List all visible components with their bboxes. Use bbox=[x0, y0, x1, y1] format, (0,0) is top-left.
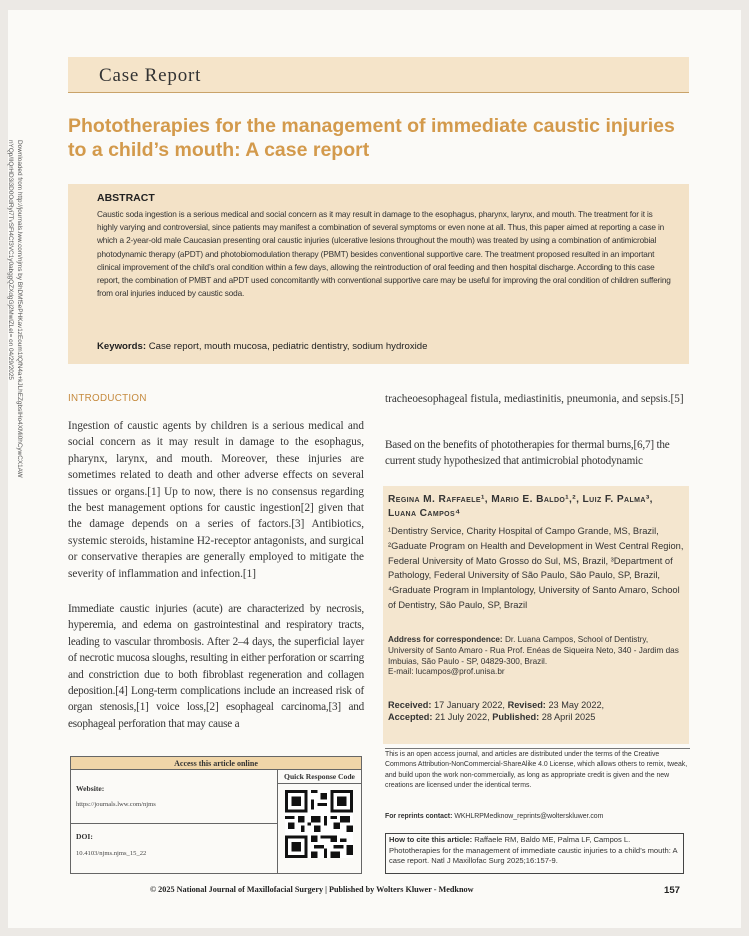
revised-date: 23 May 2022, bbox=[548, 700, 605, 710]
received-label: Received: bbox=[388, 700, 432, 710]
doi-value[interactable]: 10.4103/njms.njms_15_22 bbox=[76, 850, 147, 857]
journal-footer: © 2025 National Journal of Maxillofacial Surgery | Published by Wolters Kluwer - Medknow bbox=[150, 885, 474, 894]
keywords-text: Case report, mouth mucosa, pediatric dentistry, sodium hydroxide bbox=[148, 341, 428, 352]
author-names: Regina M. Raffaele¹, Mario E. Baldo¹,², Luiz F. Palma³, Luana Campos⁴ bbox=[388, 494, 653, 519]
page-number: 157 bbox=[664, 885, 681, 896]
abstract-body: Caustic soda ingestion is a serious medical and social concern as it may result in damage to the esophagus, pharynx, larynx, and mouth. The treatment for it is highly varying and controversial, since patients may manifest a combination of several symptoms or even none at all. Thus, this paper aimed at reporting a case in which a 2-year-old male Caucasian presenting oral caustic injuries (ulcerative lesions throughout the mouth) was treated by using a combination of antimicrobial photodynamic therapy (aPDT) and photobiomodulation therapy (PBMT) besides conventional supportive care. The treatment proposed resulted in an important clinical improvement of the child’s oral condition within a few days, allowing the reintroduction of oral feeding and then hospital discharge. According to this case report, the combination of PMBT and aPDT used concomitantly with conventional supportive care may be useful for improving the oral condition of children suffering from oral injuries induced by caustic soda. bbox=[97, 210, 671, 299]
watermark-line-2: nYQp/IlQrHD3i3D0OdRyi7TvSFl4Cf3VC1y0abggQZXdgGj2MwlZLeI= on 04/29/2025 bbox=[7, 140, 14, 380]
qr-code-label: Quick Response Code bbox=[277, 770, 361, 784]
article-title: Phototherapies for the management of immediate caustic injuries to a child’s mouth: A case report bbox=[68, 115, 675, 161]
accepted-date: 21 July 2022, bbox=[434, 712, 490, 722]
website-label: Website: bbox=[76, 784, 105, 793]
reprints-label: For reprints contact: bbox=[385, 813, 453, 820]
download-watermark bbox=[7, 140, 46, 600]
correspondence-email[interactable]: E-mail: lucampos@prof.unisa.br bbox=[388, 667, 505, 677]
published-date: 28 April 2025 bbox=[541, 712, 596, 722]
introduction-paragraph-4: Based on the benefits of phototherapies for thermal burns,[6,7] the current study hypothesized that antimicrobial photodynamic bbox=[385, 439, 670, 468]
reprints-email[interactable]: WKHLRPMedknow_reprints@wolterskluwer.com bbox=[454, 813, 604, 820]
correspondence-address: Dr. Luana Campos, School of Dentistry, University of Santo Amaro - Rua Prof. Enéas de Siqueira Neto, 340 - Jardim das Imbuias, São Paulo - SP, 04829-300, Brazil. bbox=[388, 635, 679, 666]
article-dates bbox=[388, 699, 686, 723]
website-link[interactable]: https://journals.lww.com/njms bbox=[76, 801, 156, 808]
introduction-paragraph-1: Ingestion of caustic agents by children is a serious medical and social concern as it may result in damage to the esophagus, pharynx, larynx, and mouth. Moreover, these injuries are sometimes related to death and other adverse effects on several tissues or organs.[1] Up to now, there is no consensus regarding the best management options for caustic ingestion[2] given that the damage depends on a series of factors.[3] Antibiotics, systemic steroids, histamine H2-receptor antagonists, and surgical or conservative therapies are generally employed to mitigate the severity of inflammation and infection.[1] bbox=[68, 420, 364, 580]
doi-label: DOI: bbox=[76, 832, 93, 841]
citation-box bbox=[385, 833, 684, 874]
abstract-heading: ABSTRACT bbox=[97, 192, 155, 204]
citation-label: How to cite this article: bbox=[389, 835, 473, 844]
access-heading: Access this article online bbox=[71, 757, 361, 770]
published-label: Published: bbox=[492, 712, 540, 722]
access-online-box bbox=[70, 756, 362, 874]
citation-text: Raffaele RM, Baldo ME, Palma LF, Campos L. Phototherapies for the management of immediate caustic injuries to a child’s mouth: A case report. Natl J Maxillofac Surg 2025;16:157-9. bbox=[389, 835, 678, 865]
access-divider-horizontal bbox=[71, 823, 277, 824]
access-divider-vertical bbox=[277, 784, 278, 873]
keywords-line bbox=[97, 341, 427, 352]
keywords-label: Keywords: bbox=[97, 341, 147, 352]
article-type-band bbox=[68, 57, 689, 93]
introduction-heading: INTRODUCTION bbox=[68, 393, 147, 404]
correspondence-block bbox=[388, 635, 686, 678]
revised-label: Revised: bbox=[507, 700, 546, 710]
author-info-box bbox=[383, 486, 689, 744]
received-date: 17 January 2022, bbox=[433, 700, 505, 710]
abstract-box bbox=[68, 184, 689, 364]
introduction-paragraph-2: Immediate caustic injuries (acute) are characterized by necrosis, hyperemia, and edema on gastrointestinal and respiratory tracts, leading to vascular thrombosis. After 2–4 days, the superficial layer of necrotic mucosa sloughs, resulting in either perforation or scarring and constriction due to both fibroblast regeneration and collagen deposition.[4] Long-term complications include an increased risk of organ stenosis,[1] voice loss,[2] esophageal carcinoma,[3] and esophageal perforation that may cause a bbox=[68, 603, 364, 730]
author-affiliations: ¹Dentistry Service, Charity Hospital of Campo Grande, MS, Brazil, ²Gaduate Program on Health and Development in West Central Region, Federal University of Mato Grosso do Sul, MS, Brazil, ³Department of Pathology, Federal University of São Paulo, São Paulo, SP, Brazil, ⁴Graduate Program in Implantology, University of Santo Amaro, School of Dentistry, São Paulo, SP, Brazil bbox=[388, 526, 684, 610]
watermark-line-1: Downloaded from http://journals.lww.com/njms by BhDMf5ePHKav1zEoum1tQfN4a+kJLhEZgbsIHo4XMi0hCywCX1AW bbox=[16, 140, 23, 478]
license-text: This is an open access journal, and articles are distributed under the terms of the Creative Commons Attribution-NonCommercial-ShareAlike 4.0 License, which allows others to remix, tweak, and build upon the work non-commercially, as long as appropriate credit is given and the new creations are licensed under the identical terms. bbox=[385, 748, 690, 791]
qr-code-icon[interactable] bbox=[285, 789, 353, 859]
correspondence-label: Address for correspondence: bbox=[388, 635, 503, 644]
article-type-label: Case Report bbox=[99, 65, 202, 86]
reprints-line bbox=[385, 813, 690, 820]
introduction-paragraph-3: tracheoesophageal fistula, mediastinitis, pneumonia, and sepsis.[5] bbox=[385, 393, 684, 405]
accepted-label: Accepted: bbox=[388, 712, 433, 722]
